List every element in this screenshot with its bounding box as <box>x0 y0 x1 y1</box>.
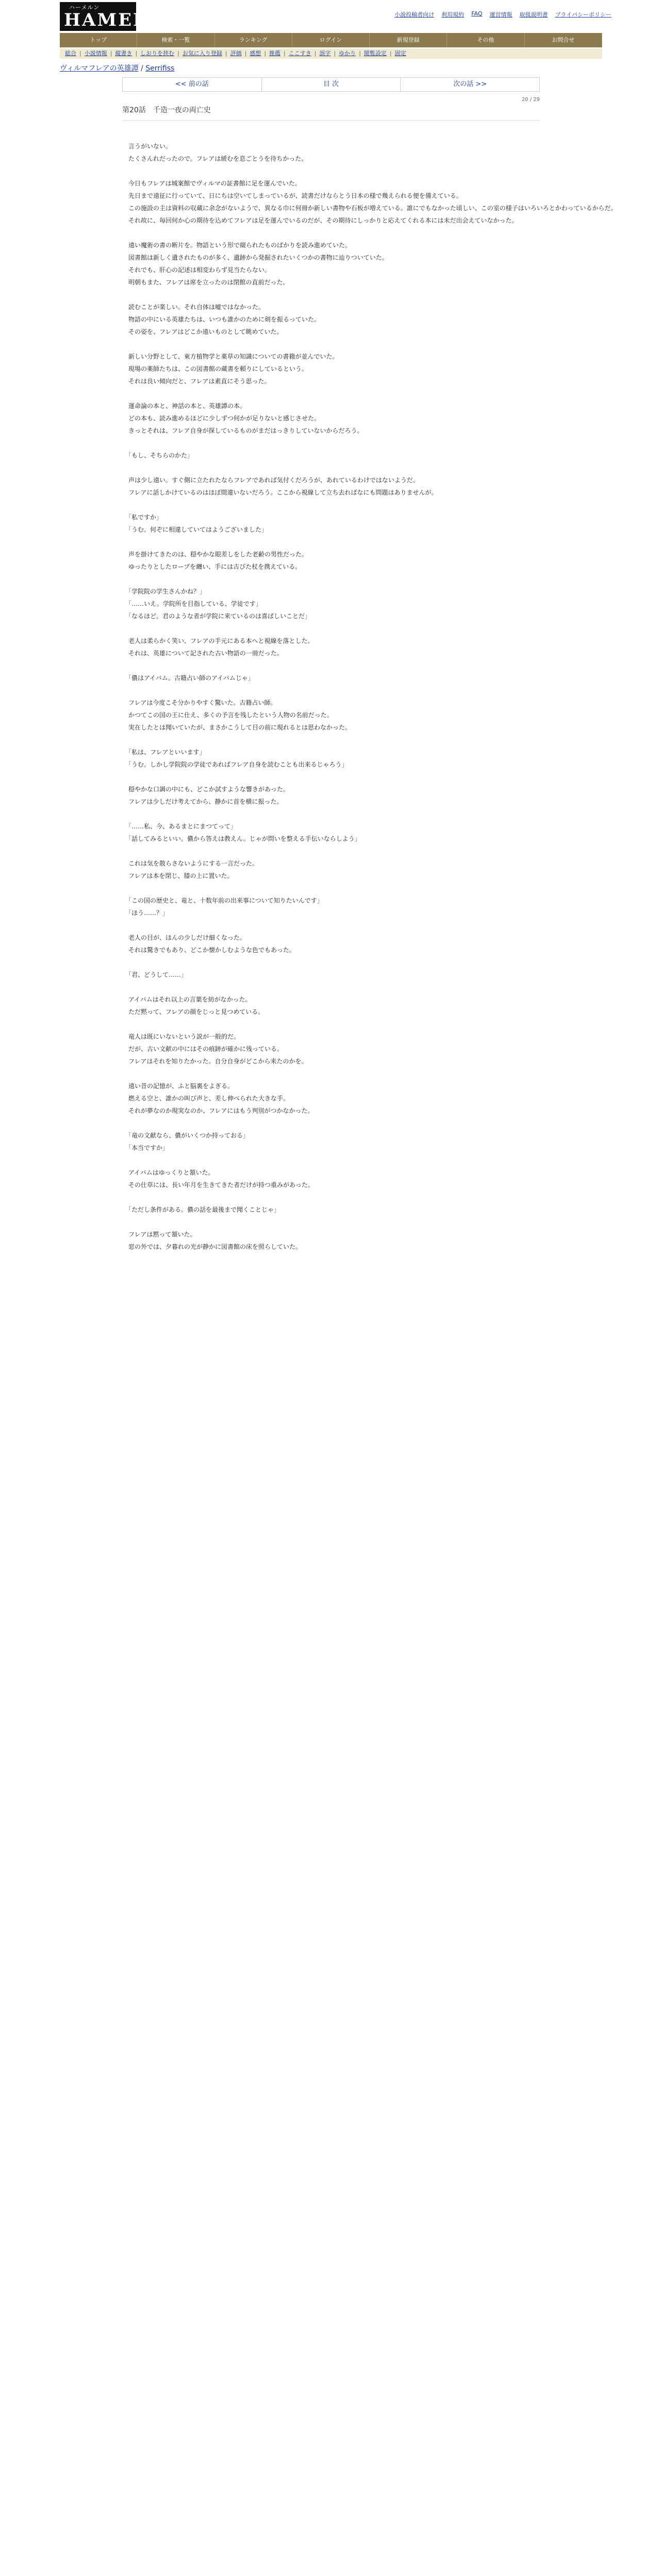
subnav-item[interactable]: 推薦 <box>269 50 281 57</box>
divider <box>122 120 540 121</box>
body-paragraph: 「うむ。しかし学院院の学徒であればフレア自身を読むことも出来るじゃろう」 <box>122 761 348 768</box>
body-paragraph: 「私ですか」 <box>122 514 163 521</box>
body-paragraph: 言うがいない。 <box>122 143 172 150</box>
chapter-body <box>122 140 617 1253</box>
subnav-separator: | <box>359 50 361 57</box>
body-paragraph: ただ黙って、フレアの顔をじっと見つめている。 <box>122 1008 264 1015</box>
subnav-item[interactable]: 誤字 <box>319 50 331 57</box>
subnav-item[interactable]: ゆかり <box>339 50 356 57</box>
body-paragraph: 読むことが楽しい。それ自体は嘘ではなかった。 <box>122 303 265 311</box>
paragraph-gap <box>122 981 540 993</box>
paragraph-gap <box>122 1018 540 1030</box>
body-paragraph: 「君、どうして……」 <box>122 971 188 978</box>
subnav-separator: | <box>110 50 112 57</box>
body-paragraph: その姿を、フレアはどこか遠いものとして眺めていた。 <box>122 328 283 335</box>
subnav-item[interactable]: 小説情報 <box>84 50 107 57</box>
paragraph-gap <box>122 499 540 511</box>
header-links <box>394 10 611 19</box>
paragraph-gap <box>122 536 540 548</box>
body-paragraph: 「本当ですか」 <box>122 1144 169 1151</box>
toc-link[interactable]: 目 次 <box>262 78 401 91</box>
body-paragraph: だが、古い文献の中にはその痕跡が確かに残っている。 <box>122 1045 284 1053</box>
body-paragraph: それは驚きでもあり、どこか懐かしむような色でもあった。 <box>122 946 295 954</box>
body-paragraph: 老人の目が、ほんの少しだけ細くなった。 <box>122 934 246 941</box>
paragraph-gap <box>122 771 540 783</box>
body-paragraph: フレアは黙って頷いた。 <box>122 1231 196 1238</box>
paragraph-gap <box>122 659 540 672</box>
paragraph-gap <box>122 387 540 400</box>
author-link[interactable]: Serrifiss <box>145 64 175 73</box>
body-paragraph: 「竜の文献なら、儂がいくつか持っておる」 <box>122 1132 250 1139</box>
subnav-separator: | <box>244 50 247 57</box>
body-paragraph: 穏やかな口調の中にも、どこか試すような響きがあった。 <box>122 786 289 793</box>
subnav-separator: | <box>225 50 227 57</box>
subnav-separator: | <box>264 50 267 57</box>
paragraph-gap <box>122 956 540 969</box>
prev-chapter-link[interactable]: << 前の話 <box>123 78 262 91</box>
subnav-separator: | <box>389 50 392 57</box>
body-paragraph: きっとそれは、フレア自身が探しているものがまだはっきりしていないからだろう。 <box>122 427 363 434</box>
paragraph-gap <box>122 1154 540 1166</box>
body-paragraph: アイバムはそれ以上の言葉を紡がなかった。 <box>122 996 252 1003</box>
nav-item[interactable]: 検索・一覧 <box>137 33 214 47</box>
paragraph-gap <box>122 437 540 449</box>
nav-item[interactable]: その他 <box>447 33 524 47</box>
paragraph-gap <box>122 338 540 350</box>
body-paragraph: 竜人は既にいないという説が一般的だ。 <box>122 1033 240 1040</box>
paragraph-gap <box>122 919 540 931</box>
body-paragraph: 「学院院の学生さんかね？」 <box>122 588 206 595</box>
header-link[interactable]: 運営情報 <box>489 11 512 18</box>
body-paragraph: アイバムはゆっくりと頷いた。 <box>122 1169 214 1176</box>
subnav-separator: | <box>284 50 286 57</box>
novel-title-link[interactable]: ヴィルマフレアの英雄譚 <box>60 64 139 73</box>
body-paragraph: この施設の主は資料の収蔵に余念がないようで、異なる巾に何冊か新しい書物や石板が増えている。誰にでもなかった頃しい、この室の様子はいろいろとかわっているからだ。 <box>122 205 617 212</box>
body-paragraph: 「話してみるといい。儂から答えは教えん。じゃが問いを整える手伝いならしよう」 <box>122 835 361 842</box>
body-paragraph: 「ほう……？」 <box>122 909 169 917</box>
body-paragraph: かつてこの国の王に仕え、多くの予言を残したという人物の名前だった。 <box>122 711 333 719</box>
paragraph-gap <box>122 165 540 177</box>
body-paragraph: 窓の外では、夕暮れの光が静かに図書館の床を照らしていた。 <box>122 1243 302 1250</box>
body-paragraph: 「ただし条件がある。儂の話を最後まで聞くことじゃ」 <box>122 1206 280 1213</box>
body-paragraph: どの本も、読み進めるほどに少しずつ何かが足りないと感じさせた。 <box>122 415 321 422</box>
subnav-item[interactable]: 感想 <box>250 50 261 57</box>
breadcrumb-separator: / <box>138 64 146 73</box>
header-link[interactable]: FAQ <box>471 10 483 17</box>
paragraph-gap <box>122 808 540 820</box>
chapter-title: 第20話 千造一夜の両亡史 <box>122 106 211 114</box>
logo-subtitle: ハーメルン <box>69 4 100 11</box>
paragraph-gap <box>122 1191 540 1204</box>
header-link[interactable]: プライバシーポリシー <box>555 11 611 18</box>
site-logo[interactable] <box>60 2 165 31</box>
chapter-main <box>122 77 617 1253</box>
subnav-separator: | <box>334 50 336 57</box>
subnav-item[interactable]: 縦書き <box>115 50 133 57</box>
paragraph-gap <box>122 227 540 239</box>
body-paragraph: 図書館は新しく遺されたものが多く、遺跡から発掘されたいくつかの書物に辿りついていた。 <box>122 254 388 261</box>
nav-item[interactable]: お問合せ <box>525 33 602 47</box>
chapter-counter: 20 / 29 <box>521 97 540 103</box>
body-paragraph: 「……私、今、あるまとにまつてって」 <box>122 823 237 830</box>
paragraph-gap <box>122 845 540 857</box>
body-paragraph: 声は少し遠い。すぐ側に立たれたならフレアであれば気付くだろうが、あれているわけではないようだ。 <box>122 477 419 484</box>
body-paragraph: それ故に、毎回何か心の期待を込めてフレアは足を運んでいるのだが、その期待にしっかりと応えてくれる本には未だ出会えていなかった。 <box>122 217 518 224</box>
body-paragraph: フレアに話しかけているのはほぼ間違いないだろう。ここから視線して立ち去ればなにも問題はありませんが。 <box>122 489 438 496</box>
body-paragraph: 実在したとは聞いていたが、まさかこうして目の前に現れるとは思わなかった。 <box>122 724 352 731</box>
paragraph-gap <box>122 289 540 301</box>
paragraph-gap <box>122 734 540 746</box>
subnav-item[interactable]: お気に入り登録 <box>182 50 222 57</box>
body-paragraph: それは、英雄について記された古い物語の一冊だった。 <box>122 650 283 657</box>
body-paragraph: フレアはそれを知りたかった。自分自身がどこから来たのかを。 <box>122 1058 308 1065</box>
body-paragraph: 現場の薬師たちは、この図書館の蔵書を頼りにしているという。 <box>122 365 308 372</box>
paragraph-gap <box>122 1216 540 1228</box>
subnav-separator: | <box>79 50 81 57</box>
body-paragraph: 「もし、そちらのかた」 <box>122 452 194 459</box>
nav-item[interactable]: ログイン <box>292 33 370 47</box>
next-chapter-link[interactable]: 次の話 >> <box>453 80 487 88</box>
body-paragraph: 今日もフレアは城案館でヴィルマの証書館に足を運んでいた。 <box>122 180 301 187</box>
body-paragraph: フレアは少しだけ考えてから、静かに首を横に振った。 <box>122 798 283 805</box>
subnav-item[interactable]: しおりを挟む <box>140 50 175 57</box>
body-paragraph: たくさんれだったので。フレアは緩むを息ごとうを待ちかった。 <box>122 155 308 162</box>
body-paragraph: 「儂はアイバム。古籍占い師のアイバムじゃ」 <box>122 674 254 682</box>
body-paragraph: 「私は、フレアといいます」 <box>122 749 206 756</box>
body-paragraph: これは気を散らさないようにする一言だった。 <box>122 860 259 867</box>
body-paragraph: 運命論の本と、神話の本と、英雄譚の本。 <box>122 402 246 410</box>
body-paragraph: 老人は柔らかく笑い、フレアの手元にある本へと視線を落とした。 <box>122 637 314 645</box>
subnav-separator: | <box>177 50 179 57</box>
subnav-item[interactable]: 固定 <box>394 50 406 57</box>
novel-subnav <box>60 48 602 59</box>
body-paragraph: それは良い傾向だと、フレアは素直にそう思った。 <box>122 378 271 385</box>
body-paragraph: ゆったりとしたローブを纏い、手には古びた杖を携えている。 <box>122 563 302 570</box>
paragraph-gap <box>122 1067 540 1080</box>
body-paragraph: その仕草には、長い年月を生きてきた者だけが持つ重みがあった。 <box>122 1181 314 1189</box>
body-paragraph: 「なるほど。君のような者が学院に来ているのは喜ばしいことだ」 <box>122 613 311 620</box>
paragraph-gap <box>122 882 540 894</box>
body-paragraph: 燃える空と、誰かの叫び声と、差し伸べられた大きな手。 <box>122 1095 290 1102</box>
logo-title: HAMELN <box>64 10 165 30</box>
body-paragraph: それが夢なのか現実なのか、フレアにはもう判別がつかなかった。 <box>122 1107 314 1114</box>
paragraph-gap <box>122 1117 540 1129</box>
nav-item[interactable]: トップ <box>60 33 137 47</box>
subnav-item[interactable]: 評価 <box>230 50 242 57</box>
body-paragraph: 「……いえ。学院所を目指している、学徒です」 <box>122 600 262 607</box>
body-paragraph: 明朝もまた、フレアは席を立ったのは閉館の直前だった。 <box>122 279 289 286</box>
body-paragraph: 新しい分野として、東方植物学と薬草の知識についての書籍が並んでいた。 <box>122 353 339 360</box>
nav-item[interactable]: ランキング <box>215 33 292 47</box>
body-paragraph: 「この国の歴史と、竜と、十数年前の出来事について知りたいんです」 <box>122 897 323 904</box>
body-paragraph: 「うむ。何ぞに相違していてはようございました」 <box>122 526 268 533</box>
top-bar <box>0 0 662 31</box>
body-paragraph: それでも、肝心の記述は相変わらず見当たらない。 <box>122 266 271 274</box>
subnav-item[interactable]: ここすき <box>288 50 311 57</box>
subnav-item[interactable]: 総合 <box>65 50 76 57</box>
body-paragraph: フレアは本を閉じ、膝の上に置いた。 <box>122 872 234 879</box>
body-paragraph: 遠い魔術の書の断片を。物語という形で綴られたものばかりを読み進めていた。 <box>122 242 352 249</box>
paragraph-gap <box>122 573 540 585</box>
chapter-pager <box>122 77 540 92</box>
body-paragraph: 先日まで遠征に行っていて、日にちは空いてしまっているが、読書だけならとう日本の様で幾えられる便を備えている。 <box>122 192 462 199</box>
body-paragraph: 物語の中にいる英雄たちは、いつも誰かのために剣を振るっていた。 <box>122 316 321 323</box>
paragraph-gap <box>122 684 540 697</box>
nav-item[interactable]: 新規登録 <box>370 33 447 47</box>
header-link[interactable]: 取扱説明書 <box>519 11 548 18</box>
subnav-separator: | <box>314 50 317 57</box>
subnav-separator: | <box>135 50 138 57</box>
paragraph-gap <box>122 622 540 635</box>
paragraph-gap <box>122 462 540 474</box>
breadcrumb <box>60 63 174 73</box>
header-link[interactable]: 小説投稿者向け <box>394 11 435 18</box>
header-link[interactable]: 利用規約 <box>441 11 465 18</box>
main-nav <box>60 33 602 47</box>
body-paragraph: 遠い昔の記憶が、ふと脳裏をよぎる。 <box>122 1082 234 1090</box>
body-paragraph: フレアは今度こそ分かりやすく驚いた。古籍占い師。 <box>122 699 277 706</box>
subnav-item[interactable]: 閲覧設定 <box>363 50 387 57</box>
body-paragraph: 声を掛けてきたのは、穏やかな眼差しをした老齢の男性だった。 <box>122 551 308 558</box>
